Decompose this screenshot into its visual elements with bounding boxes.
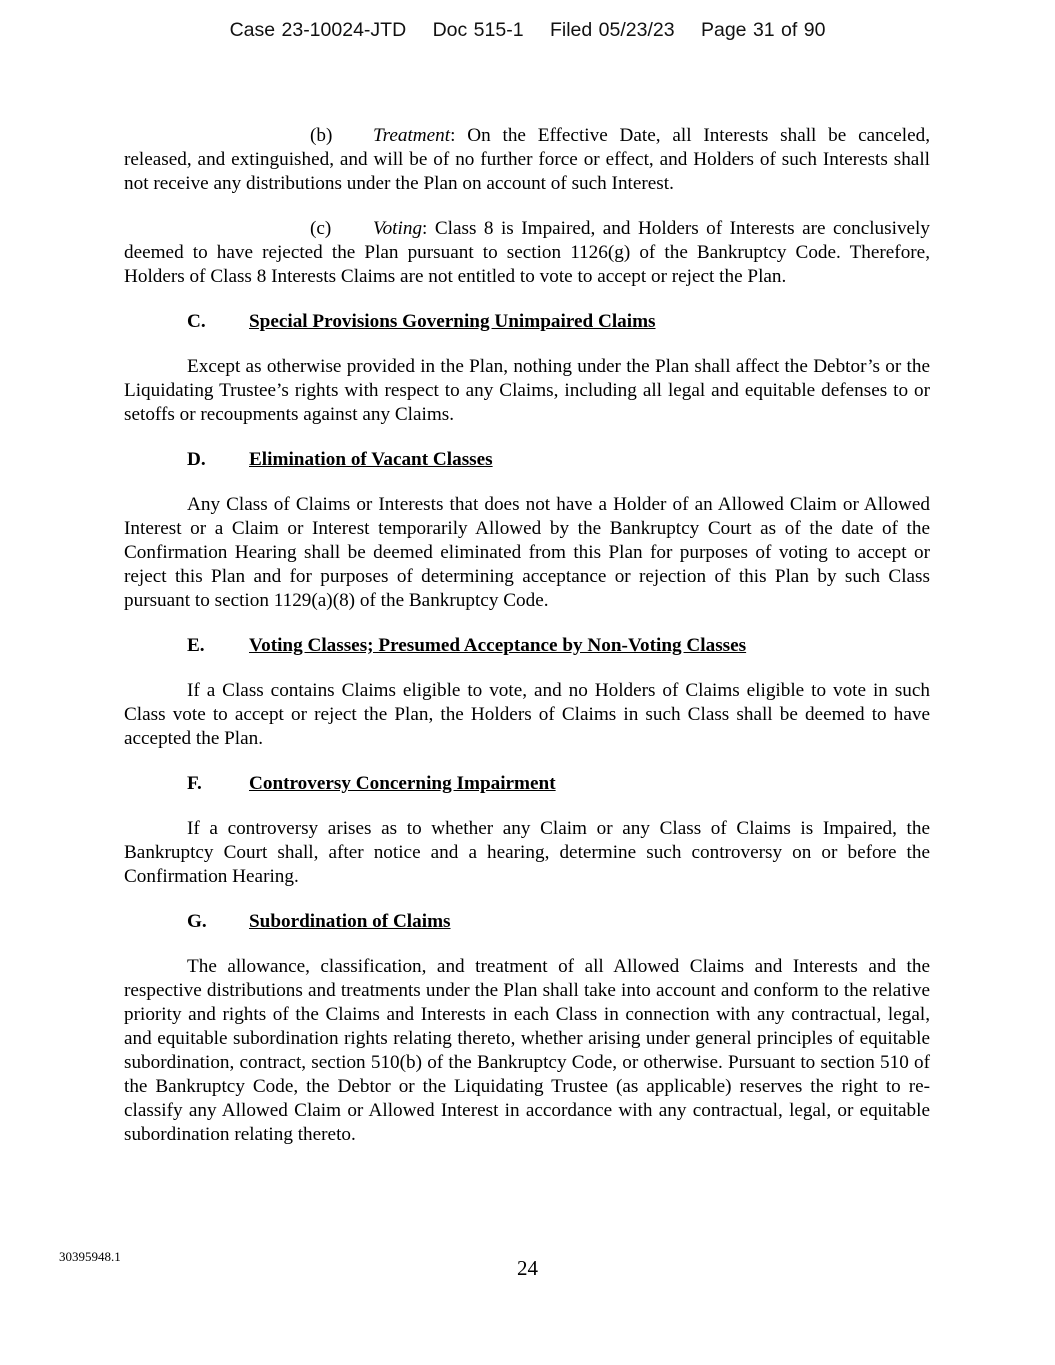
section-letter: C. bbox=[187, 311, 206, 332]
paragraph-text: : On the Effective Date, all Interests shall be canceled, released, and extinguished, and will be of no further force or effect, and Holders of such Interests shall not receive any distributions under the Plan on account of such Interest. bbox=[124, 125, 930, 194]
page-number: 24 bbox=[517, 1256, 538, 1280]
section-title: Special Provisions Governing Unimpaired Claims bbox=[249, 311, 656, 332]
filed-date: Filed 05/23/23 bbox=[549, 19, 675, 41]
section-letter: E. bbox=[187, 635, 205, 656]
paragraph-c bbox=[124, 217, 930, 289]
paragraph-term: Treatment bbox=[373, 125, 451, 146]
paragraph-b bbox=[124, 124, 930, 196]
section-heading-e bbox=[124, 634, 930, 658]
court-filing-stamp bbox=[0, 19, 1055, 42]
section-title: Controversy Concerning Impairment bbox=[249, 773, 556, 794]
doc-number: Doc 515-1 bbox=[432, 19, 524, 41]
section-heading-d bbox=[124, 448, 930, 472]
paragraph-text: : Class 8 is Impaired, and Holders of Interests are conclusively deemed to have rejected the Plan pursuant to section 1126(g) of the Bankruptcy Code. Therefore, Holders of Class 8 Interests Claims are not entitled to vote to accept or reject the Plan. bbox=[124, 218, 930, 287]
section-letter: D. bbox=[187, 449, 206, 470]
section-body: If a controversy arises as to whether any Claim or any Class of Claims is Impaired, the Bankruptcy Court shall, after notice and a hearing, determine such controversy on or before the Confirmation Hearing. bbox=[124, 818, 930, 887]
section-title: Voting Classes; Presumed Acceptance by Non-Voting Classes bbox=[249, 635, 747, 656]
paragraph-label: (c) bbox=[310, 218, 332, 239]
section-body: Except as otherwise provided in the Plan, nothing under the Plan shall affect the Debtor’s or the Liquidating Trustee’s rights with respect to any Claims, including all legal and equitable defenses to or setoffs or recoupments against any Claims. bbox=[124, 356, 930, 425]
section-letter: F. bbox=[187, 773, 202, 794]
document-body bbox=[124, 124, 930, 1168]
section-heading-f bbox=[124, 772, 930, 796]
section-body: Any Class of Claims or Interests that does not have a Holder of an Allowed Claim or Allowed Interest or a Claim or Interest temporarily Allowed by the Bankruptcy Court as of the date of the Confirmation Hearing shall be deemed eliminated from this Plan for purposes of voting to accept or reject this Plan and for purposes of determining acceptance or rejection of this Plan by such Class pursuant to section 1129(a)(8) of the Bankruptcy Code. bbox=[124, 494, 930, 611]
section-title: Elimination of Vacant Classes bbox=[249, 449, 493, 470]
section-heading-g bbox=[124, 910, 930, 934]
section-body: If a Class contains Claims eligible to vote, and no Holders of Claims eligible to vote in such Class vote to accept or reject the Plan, the Holders of Claims in such Class shall be deemed to have accepted the Plan. bbox=[124, 680, 930, 749]
case-number: Case 23-10024-JTD bbox=[229, 19, 407, 41]
document-id: 30395948.1 bbox=[59, 1249, 121, 1264]
page-of-total: Page 31 of 90 bbox=[700, 19, 826, 41]
section-heading-c bbox=[124, 310, 930, 334]
paragraph-term: Voting bbox=[373, 218, 423, 239]
section-letter: G. bbox=[187, 911, 207, 932]
section-body: The allowance, classification, and treatment of all Allowed Claims and Interests and the respective distributions and treatments under the Plan shall take into account and conform to the relative priority and rights of the Claims and Interests in each Class in connection with any contractual, legal, and equitable subordination rights relating thereto, whether arising under general principles of equitable subordination, contract, section 510(b) of the Bankruptcy Code, or otherwise. Pursuant to section 510 of the Bankruptcy Code, the Debtor or the Liquidating Trustee (as applicable) reserves the right to re-classify any Allowed Claim or Allowed Interest in accordance with any contractual, legal, or equitable subordination relating thereto. bbox=[124, 956, 930, 1145]
section-title: Subordination of Claims bbox=[249, 911, 451, 932]
paragraph-label: (b) bbox=[310, 125, 333, 146]
